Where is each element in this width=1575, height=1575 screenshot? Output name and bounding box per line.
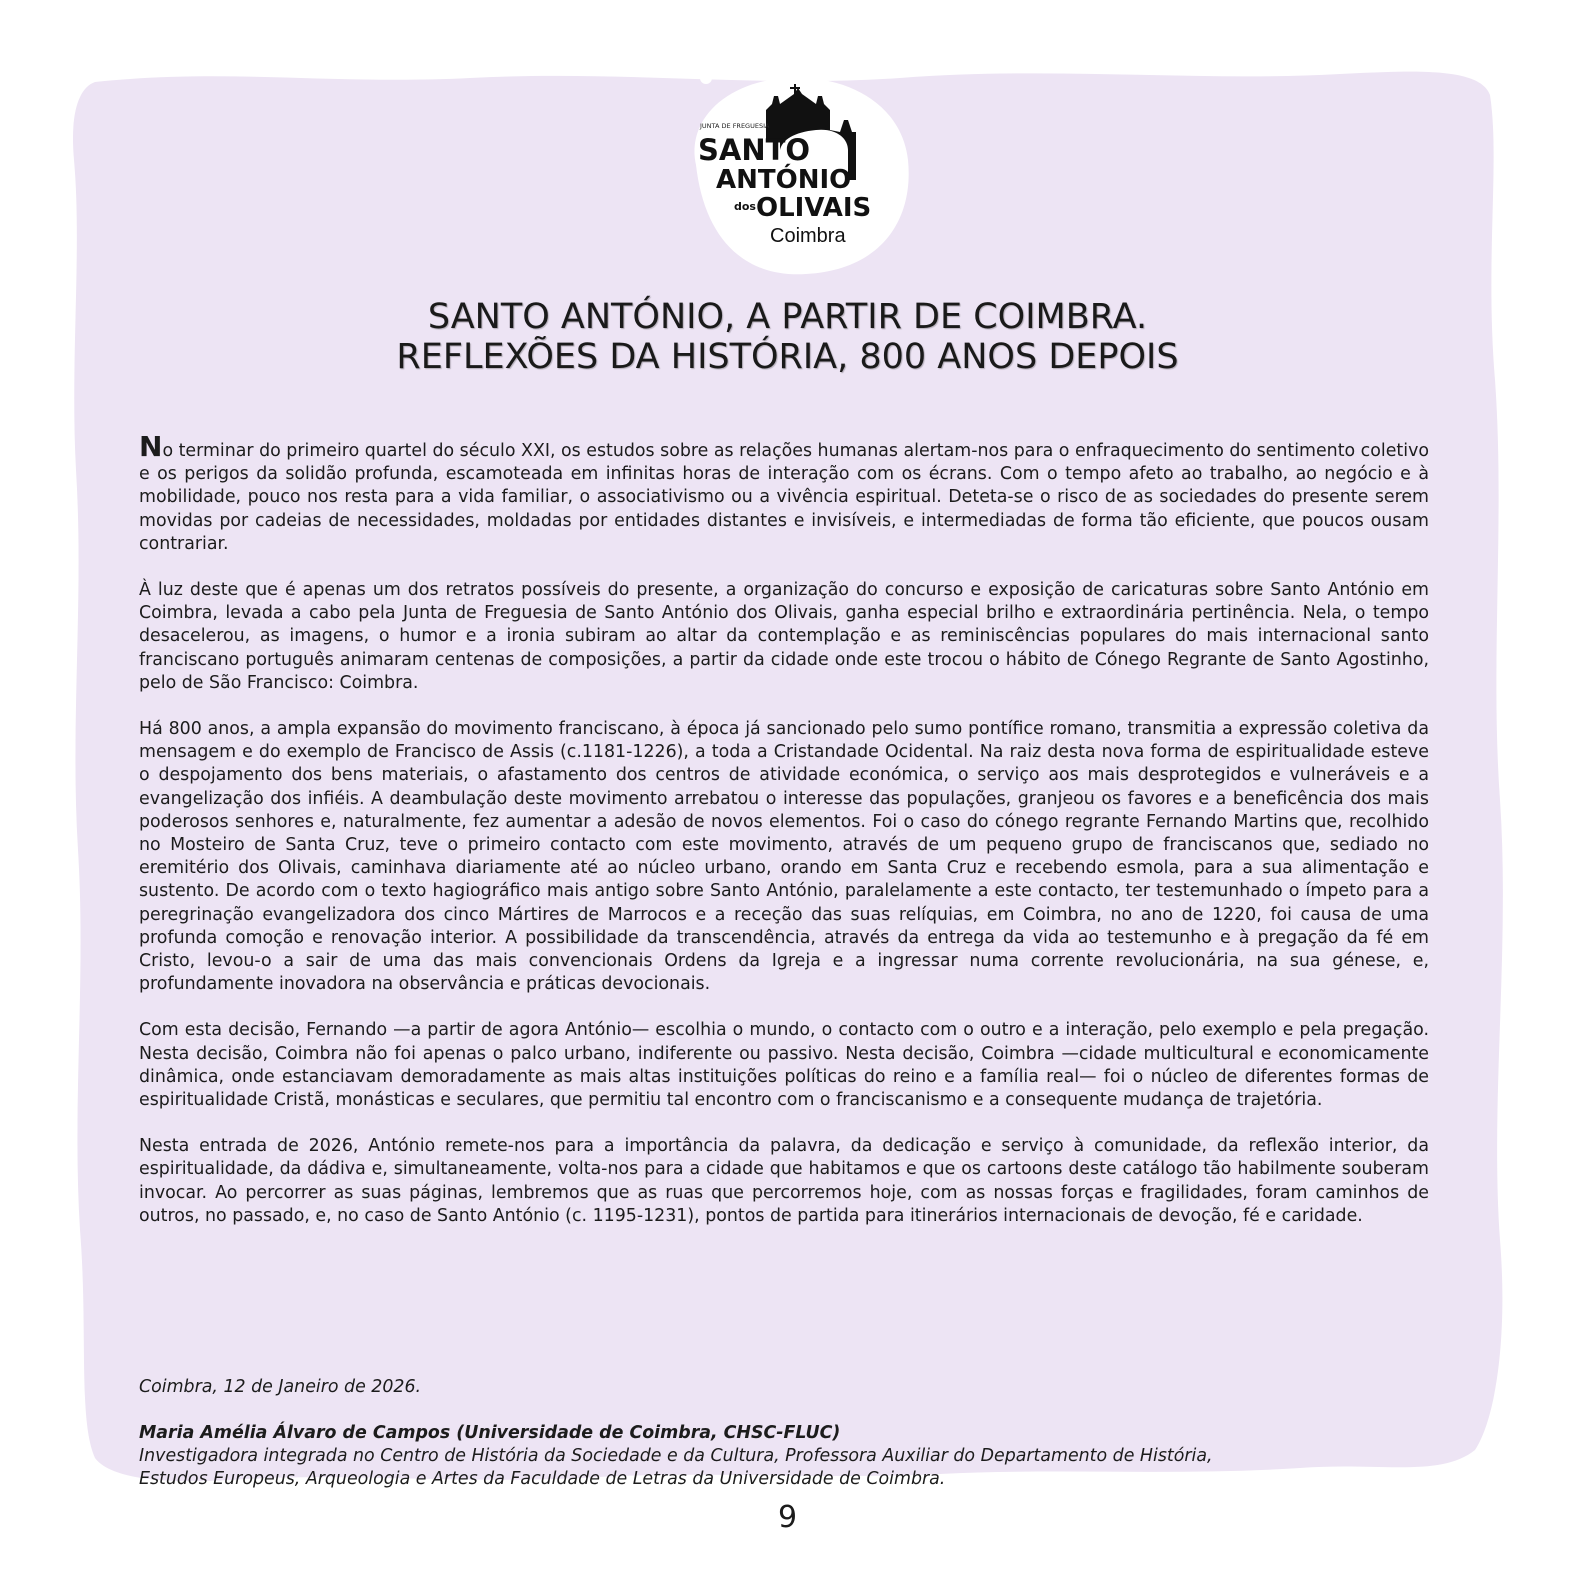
paragraph-1-text: o terminar do primeiro quartel do século XXI, os estudos sobre as relações humanas alertam-nos para o enfraquecimento do sentimento coletivo e os perigos da solidão profunda, escamoteada em infinitas horas de interação com os écrans. Com o tempo afeto ao trabalho, ao negócio e à mobilidade, pouco nos resta para a vida familiar, o associativismo ou a vivência espiritual. Deteta-se o risco de as sociedades do presente serem movidas por cadeias de necessidades, moldadas por entidades distantes e invisíveis, e intermediadas de forma tão eficiente, que poucos ousam contrariar. <box>139 441 1429 554</box>
signoff-author: Maria Amélia Álvaro de Campos (Universidade de Coimbra, CHSC-FLUC) <box>139 1423 841 1443</box>
logo-prefix: dos <box>734 200 756 213</box>
signoff <box>139 1376 1439 1491</box>
svg-text:JUNTA DE FREGUESIA: JUNTA DE FREGUESIA <box>700 122 770 130</box>
signoff-affiliation-line-1: Investigadora integrada no Centro de História da Sociedade e da Cultura, Professora Auxiliar do Departamento de História, <box>139 1446 1213 1466</box>
title-line-1: SANTO ANTÓNIO, A PARTIR DE COIMBRA. <box>427 297 1148 337</box>
drop-cap: N <box>139 430 163 463</box>
junta-freguesia-logo <box>676 70 916 280</box>
logo-line3: OLIVAIS <box>756 193 872 223</box>
paragraph-1 <box>139 430 1429 556</box>
paragraph-2: À luz deste que é apenas um dos retratos possíveis do presente, a organização do concurso e exposição de caricaturas sobre Santo António em Coimbra, levada a cabo pela Junta de Freguesia de Santo António dos Olivais, ganha especial brilho e extraordinária pertinência. Nela, o tempo desacelerou, as imagens, o humor e a ironia subiram ao altar da contemplação e as reminiscências populares do mais internacional santo franciscano português animaram centenas de composições, a partir da cidade onde este trocou o hábito de Cónego Regrante de Santo Agostinho, pelo de São Francisco: Coimbra. <box>139 580 1429 693</box>
page-title <box>0 297 1575 377</box>
article-body <box>139 430 1429 1251</box>
logo-line1: SANTO <box>698 133 811 167</box>
paragraph-3: Há 800 anos, a ampla expansão do movimento franciscano, à época já sancionado pelo sumo pontífice romano, transmitia a expressão coletiva da mensagem e do exemplo de Francisco de Assis (c.1181-1226), a toda a Cristandade Ocidental. Na raiz desta nova forma de espiritualidade esteve o despojamento dos bens materiais, o afastamento dos centros de atividade económica, o serviço aos mais desprotegidos e vulneráveis e a evangelização dos infiéis. A deambulação deste movimento arrebatou o interesse das populações, granjeou os favores e a beneficência dos mais poderosos senhores e, naturalmente, fez aumentar a adesão de novos elementos. Foi o caso do cónego regrante Fernando Martins que, recolhido no Mosteiro de Santa Cruz, teve o primeiro contacto com este movimento, através de um pequeno grupo de franciscanos que, sediado no eremitério dos Olivais, caminhava diariamente até ao núcleo urbano, orando em Santa Cruz e recebendo esmola, para a sua alimentação e sustento. De acordo com o texto hagiográfico mais antigo sobre Santo António, paralelamente a este contacto, ter testemunhado o ímpeto para a peregrinação evangelizadora dos cinco Mártires de Marrocos e a receção das suas relíquias, em Coimbra, no ano de 1220, foi causa de uma profunda comoção e renovação interior. A possibilidade da transcendência, através da entrega da vida ao testemunho e à pregação da fé em Cristo, levou-o a sair de uma das mais convencionais Ordens da Igreja e a ingressar numa corrente revolucionária, na sua génese, e, profundamente inovadora na observância e práticas devocionais. <box>139 719 1429 995</box>
page-number: 9 <box>777 1500 798 1535</box>
title-line-2: REFLEXÕES DA HISTÓRIA, 800 ANOS DEPOIS <box>396 337 1179 377</box>
signoff-date: Coimbra, 12 de Janeiro de 2026. <box>139 1377 422 1397</box>
signoff-affiliation-line-2: Estudos Europeus, Arqueologia e Artes da Faculdade de Letras da Universidade de Coimbra. <box>139 1469 946 1489</box>
logo-line2: ANTÓNIO <box>716 165 852 195</box>
logo-city: Coimbra <box>770 225 846 247</box>
paragraph-5: Nesta entrada de 2026, António remete-nos para a importância da palavra, da dedicação e serviço à comunidade, da reflexão interior, da espiritualidade, da dádiva e, simultaneamente, volta-nos para a cidade que habitamos e que os cartoons deste catálogo tão habilmente souberam invocar. Ao percorrer as suas páginas, lembremos que as ruas que percorremos hoje, com as nossas forças e fragilidades, foram caminhos de outros, no passado, e, no caso de Santo António (c. 1195-1231), pontos de partida para itinerários internacionais de devoção, fé e caridade. <box>139 1136 1429 1226</box>
paragraph-4: Com esta decisão, Fernando —a partir de agora António— escolhia o mundo, o contacto com o outro e a interação, pelo exemplo e pela pregação. Nesta decisão, Coimbra não foi apenas o palco urbano, indiferente ou passivo. Nesta decisão, Coimbra —cidade multicultural e economicamente dinâmica, onde estanciavam demoradamente as mais altas instituições políticas do reino e a família real— foi o núcleo de diferentes formas de espiritualidade Cristã, monásticas e seculares, que permitiu tal encontro com o franciscanismo e a consequente mudança de trajetória. <box>139 1020 1429 1111</box>
